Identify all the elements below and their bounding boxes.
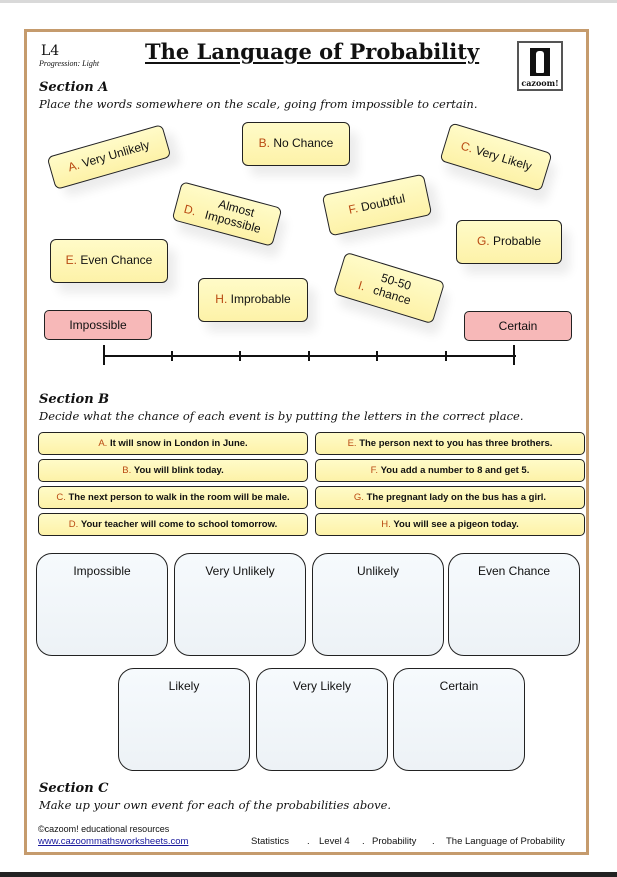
event-letter: A. bbox=[98, 438, 108, 449]
event-text: You will see a pigeon today. bbox=[393, 519, 519, 530]
card-letter: D. bbox=[182, 201, 198, 219]
card-g[interactable] bbox=[456, 220, 562, 264]
card-text: Probable bbox=[492, 234, 542, 249]
event-letter: H. bbox=[381, 519, 391, 530]
answer-box-very-likely[interactable]: Very Likely bbox=[256, 668, 388, 771]
page-title: The Language of Probability bbox=[145, 39, 480, 64]
top-divider bbox=[0, 0, 617, 3]
card-letter: G. bbox=[476, 234, 490, 249]
card-f[interactable] bbox=[322, 174, 432, 237]
card-a[interactable] bbox=[47, 124, 172, 190]
card-b[interactable] bbox=[242, 122, 350, 166]
logo-text: cazoom! bbox=[521, 78, 559, 88]
section-b-heading: Section B bbox=[39, 392, 110, 407]
section-c-heading: Section C bbox=[39, 781, 109, 796]
section-c-instruction: Make up your own event for each of the probabilities above. bbox=[39, 798, 392, 812]
card-h[interactable] bbox=[198, 278, 308, 322]
card-text: Improbable bbox=[230, 292, 291, 307]
answer-box-certain[interactable]: Certain bbox=[393, 668, 525, 771]
card-text: Very Unlikely bbox=[80, 137, 152, 171]
event-g bbox=[315, 486, 585, 509]
card-text: Very Likely bbox=[473, 143, 534, 174]
event-d bbox=[38, 513, 308, 536]
scale-tick bbox=[513, 345, 515, 365]
scale-tick bbox=[103, 345, 105, 365]
scale-tick bbox=[171, 351, 173, 361]
breadcrumb-statistics: Statistics bbox=[251, 836, 290, 847]
event-text: Your teacher will come to school tomorrow. bbox=[80, 519, 278, 530]
level-label: L4 bbox=[41, 43, 60, 59]
card-text: 50-50 chance bbox=[371, 270, 413, 308]
cazoom-logo bbox=[517, 41, 563, 91]
card-letter: E. bbox=[65, 253, 77, 268]
card-letter: H. bbox=[215, 292, 228, 307]
answer-box-impossible[interactable]: Impossible bbox=[36, 553, 168, 656]
copyright-text: ©cazoom! educational resources bbox=[38, 824, 170, 834]
worksheet bbox=[24, 29, 589, 855]
breadcrumb-level: Level 4 bbox=[319, 836, 350, 847]
event-c bbox=[38, 486, 308, 509]
progression-label: Progression: Light bbox=[39, 59, 100, 68]
event-text: The pregnant lady on the bus has a girl. bbox=[366, 492, 547, 503]
event-text: You add a number to 8 and get 5. bbox=[380, 465, 530, 476]
event-letter: F. bbox=[370, 465, 379, 476]
answer-box-unlikely[interactable]: Unlikely bbox=[312, 553, 444, 656]
card-letter: B. bbox=[258, 136, 270, 151]
card-i[interactable] bbox=[333, 252, 445, 324]
section-a-instruction: Place the words somewhere on the scale, going from impossible to certain. bbox=[39, 97, 478, 111]
card-e[interactable] bbox=[50, 239, 168, 283]
event-text: You will blink today. bbox=[133, 465, 224, 476]
event-text: The person next to you has three brothers. bbox=[359, 438, 553, 449]
scale-tick bbox=[445, 351, 447, 361]
section-a-heading: Section A bbox=[39, 80, 109, 95]
card-letter: I. bbox=[356, 278, 367, 294]
event-text: The next person to walk in the room will be male. bbox=[68, 492, 290, 503]
breadcrumb-sep: . bbox=[307, 836, 310, 847]
answer-box-very-unlikely[interactable]: Very Unlikely bbox=[174, 553, 306, 656]
website-link[interactable]: www.cazoommathsworksheets.com bbox=[38, 836, 189, 847]
event-letter: E. bbox=[347, 438, 357, 449]
breadcrumb-topic: The Language of Probability bbox=[446, 836, 565, 847]
card-text: No Chance bbox=[273, 136, 334, 151]
probability-scale-line bbox=[104, 355, 516, 357]
event-h bbox=[315, 513, 585, 536]
scale-tick bbox=[308, 351, 310, 361]
scale-certain-label: Certain bbox=[464, 311, 572, 341]
event-f bbox=[315, 459, 585, 482]
section-b-instruction: Decide what the chance of each event is by putting the letters in the correct place. bbox=[39, 409, 524, 423]
card-text: Almost Impossible bbox=[203, 196, 263, 236]
scale-tick bbox=[239, 351, 241, 361]
card-d[interactable] bbox=[172, 181, 283, 247]
cup-icon bbox=[530, 48, 550, 76]
event-letter: C. bbox=[56, 492, 66, 503]
scale-impossible-label: Impossible bbox=[44, 310, 152, 340]
event-text: It will snow in London in June. bbox=[109, 438, 248, 449]
breadcrumb-sep: . bbox=[432, 836, 435, 847]
answer-box-even-chance[interactable]: Even Chance bbox=[448, 553, 580, 656]
card-text: Even Chance bbox=[80, 253, 153, 268]
breadcrumb-sep: . bbox=[362, 836, 365, 847]
card-text: Doubtful bbox=[359, 191, 407, 215]
scale-tick bbox=[376, 351, 378, 361]
event-letter: D. bbox=[68, 519, 79, 530]
breadcrumb-probability: Probability bbox=[372, 836, 417, 847]
event-b bbox=[38, 459, 308, 482]
answer-box-likely[interactable]: Likely bbox=[118, 668, 250, 771]
card-letter: C. bbox=[459, 138, 475, 156]
card-c[interactable] bbox=[439, 122, 552, 191]
card-letter: A. bbox=[66, 157, 82, 175]
bottom-bar bbox=[0, 872, 617, 877]
event-e bbox=[315, 432, 585, 455]
event-a bbox=[38, 432, 308, 455]
card-letter: F. bbox=[347, 201, 360, 217]
event-letter: G. bbox=[353, 492, 364, 503]
event-letter: B. bbox=[122, 465, 132, 476]
